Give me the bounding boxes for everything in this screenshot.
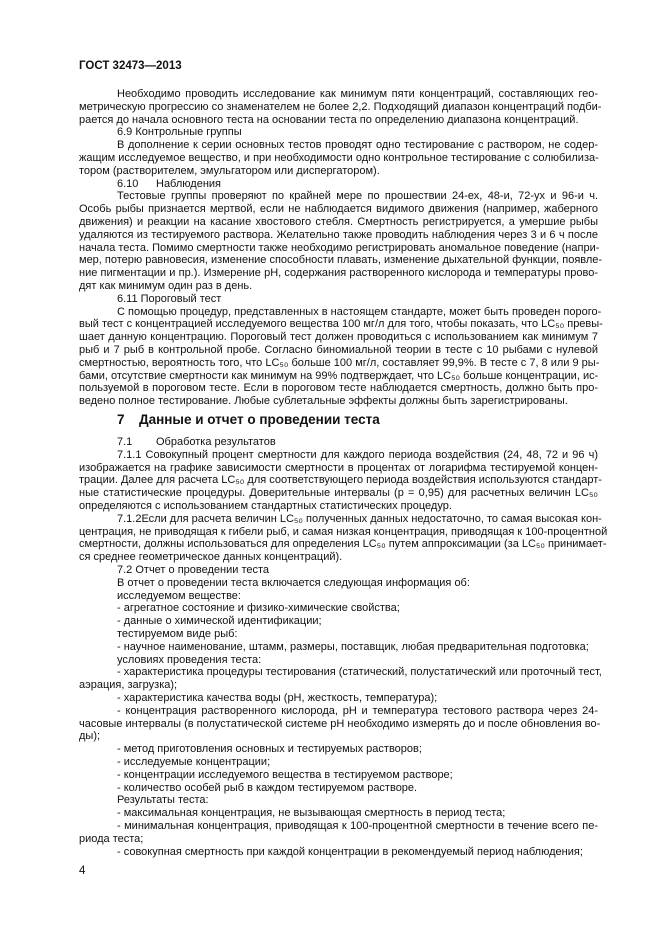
section-number: 7: [117, 412, 125, 427]
paragraph-line: В дополнение к серии основных тестов проводят одно тестирование с раствором, не содер-: [117, 139, 598, 152]
paragraph-line: - минимальная концентрация, приводящая к 100-процентной смертности в течение всего пе-: [117, 819, 598, 832]
paragraph-line: трации. Далее для расчета LC₅₀ для соответствующего периода воздействия используются стандарт-: [79, 474, 602, 487]
paragraph-line: жащим исследуемое вещество, и при необходимости одно контрольное тестирование с солюбилиза-: [79, 151, 599, 164]
paragraph-line: мер, потерю равновесия, изменение способности плавать, изменение дыхательной функции, появле-: [79, 254, 603, 267]
paragraph-line: 6.11 Пороговый тест: [117, 292, 222, 305]
paragraph-line: тором (растворителем, эмульгатором или диспергатором).: [79, 164, 380, 177]
paragraph-line: - агрегатное состояние и физико-химические свойства;: [117, 602, 400, 615]
paragraph-line: ся среднее геометрическое данных концентраций).: [79, 551, 343, 564]
paragraph-line: Результаты теста:: [117, 794, 209, 807]
paragraph-line: - исследуемые концентрации;: [117, 755, 271, 768]
subsection-title: Наблюдения: [156, 177, 222, 190]
paragraph-line: - концентрации исследуемого вещества в тестируемом растворе;: [117, 768, 453, 781]
paragraph-line: дят как минимум один раз в день.: [79, 279, 253, 292]
paragraph-line: - метод приготовления основных и тестируемых растворов;: [117, 743, 422, 756]
paragraph-line: Особь рыбы признается мертвой, если не наблюдается видимого движения (например, жаберного: [79, 203, 598, 216]
paragraph-line: бами, отсутствие смертности как минимум на 99% подтверждает, что LC₅₀ больше концентрации, ис-: [79, 369, 599, 382]
paragraph-line: С помощью процедур, представленных в настоящем стандарте, может быть проведен порого-: [117, 305, 602, 318]
paragraph-line: аэрация, загрузка);: [79, 679, 178, 692]
document-header: ГОСТ 32473—2013: [79, 60, 182, 72]
paragraph-line: - данные о химической идентификации;: [117, 615, 322, 628]
paragraph-line: ведено полное тестирование. Любые сублетальные эффекты должны быть зарегистрированы.: [79, 395, 568, 408]
paragraph-line: изображается на графике зависимости смертности в процентах от логарифма тестируемой концен-: [79, 461, 598, 474]
paragraph-line: 7.2 Отчет о проведении теста: [117, 563, 270, 576]
paragraph-line: - концентрация растворенного кислорода, pH и температура тестового раствора через 24-: [117, 704, 598, 717]
paragraph-line: центрация, не приводящая к гибели рыб, и самая низкая концентрация, приводящая к 100-процентной: [79, 525, 608, 538]
paragraph-line: смертностью, вероятность того, что LC₅₀ больше 100 мг/л, составляет 99,9%. В тесте с 7, 8 или 9 ры-: [79, 356, 600, 369]
paragraph-line: ние пигментации и пр.). Измерение pH, содержания растворенного кислорода и температуры прово-: [79, 267, 598, 280]
paragraph-line: исследуемом веществе:: [117, 589, 241, 602]
paragraph-line: определяются с использованием стандартных статистических процедур.: [79, 499, 452, 512]
paragraph-line: рыб и 7 рыб в контрольной пробе. Согласно биномиальной теории в тесте с 10 рыбами с нулевой: [79, 343, 598, 356]
paragraph-line: - характеристика процедуры тестирования (статический, полустатический или проточный тест,: [117, 666, 602, 679]
paragraph-line: - характеристика качества воды (pH, жесткость, температура);: [117, 691, 438, 704]
paragraph-line: Необходимо проводить исследование как минимум пяти концентраций, составляющих гео-: [117, 88, 598, 100]
subsection-heading: [79, 436, 598, 449]
subsection-number: 7.1: [117, 436, 133, 448]
paragraph-line: риода теста;: [79, 832, 144, 845]
paragraph-line: ные статистические процедуры. Доверительные интервалы (p = 0,95) для расчетных величин LC₅₀: [79, 487, 598, 500]
subsection-title: Обработка результатов: [156, 436, 276, 448]
subsection-number: 6.10: [117, 177, 139, 190]
paragraph-line: пользуемой в пороговом тесте. Если в пороговом тесте наблюдается смертность, должно быть про-: [79, 382, 598, 395]
paragraph-line: часовые интервалы (в полустатической системе pH необходимо измерять до и после обновления во-: [79, 717, 601, 730]
paragraph-line: начала теста. Помимо смертности также необходимо регистрировать аномальное поведение (напри-: [79, 241, 600, 254]
paragraph-line: смертности, должны использоваться для определения LC₅₀ путем аппроксимации (за LC₅₀ принимает-: [79, 538, 607, 551]
paragraph-line: тестируемом виде рыб:: [117, 627, 238, 640]
body-lower: [79, 436, 608, 858]
paragraph-line: метрическую прогрессию со знаменателем не более 2,2. Подходящий диапазон концентраций подби-: [79, 100, 602, 113]
paragraph-line: - количество особей рыб в каждом тестируемом растворе.: [117, 781, 418, 794]
paragraph-line: 7.1.2Если для расчета величин LC₅₀ полученных данных недостаточно, то самая высокая кон-: [117, 512, 602, 525]
paragraph-line: движения) и реакции на касание хвостового стебля. Смертность регистрируется, а умершие рыбы: [79, 215, 598, 228]
paragraph-line: - совокупная смертность при каждой концентрации в рекомендуемый период наблюдения;: [117, 845, 583, 858]
subsection-heading: [79, 178, 598, 191]
paragraph-line: 7.1.1 Совокупный процент смертности для каждого периода воздействия (24, 48, 72 и 96 ч): [117, 448, 598, 461]
paragraph-line: вый тест с концентрацией исследуемого вещества 100 мг/л для того, чтобы показать, что LC₅₀ превы-: [79, 318, 603, 331]
paragraph-line: 6.9 Контрольные группы: [117, 126, 242, 139]
paragraph-line: рается до начала основного теста на основании теста по определению диапазона концентраций.: [79, 113, 579, 126]
paragraph-line: - научное наименование, штамм, размеры, поставщик, любая предварительная подготовка;: [117, 640, 589, 653]
paragraph-line: - максимальная концентрация, не вызывающая смертность в период теста;: [117, 807, 506, 820]
paragraph-line: Тестовые группы проверяют по крайней мере по прошествии 24-ех, 48-и, 72-ух и 96-и ч.: [117, 190, 598, 203]
paragraph-line: удаляются из тестируемого раствора. Желательно также проводить наблюдения через 3 и 6 ч после: [79, 228, 598, 241]
page-number: 4: [79, 865, 86, 877]
paragraph-line: В отчет о проведении теста включается следующая информация об:: [117, 576, 470, 589]
paragraph-line: шает данную концентрацию. Пороговый тест должен проводиться с использованием как минимум 7: [79, 331, 598, 344]
paragraph-line: ды);: [79, 730, 101, 743]
section-heading: [117, 412, 380, 427]
section-title: Данные и отчет о проведении теста: [139, 412, 380, 427]
body-upper: [79, 88, 603, 408]
paragraph-line: условиях проведения теста:: [117, 653, 262, 666]
